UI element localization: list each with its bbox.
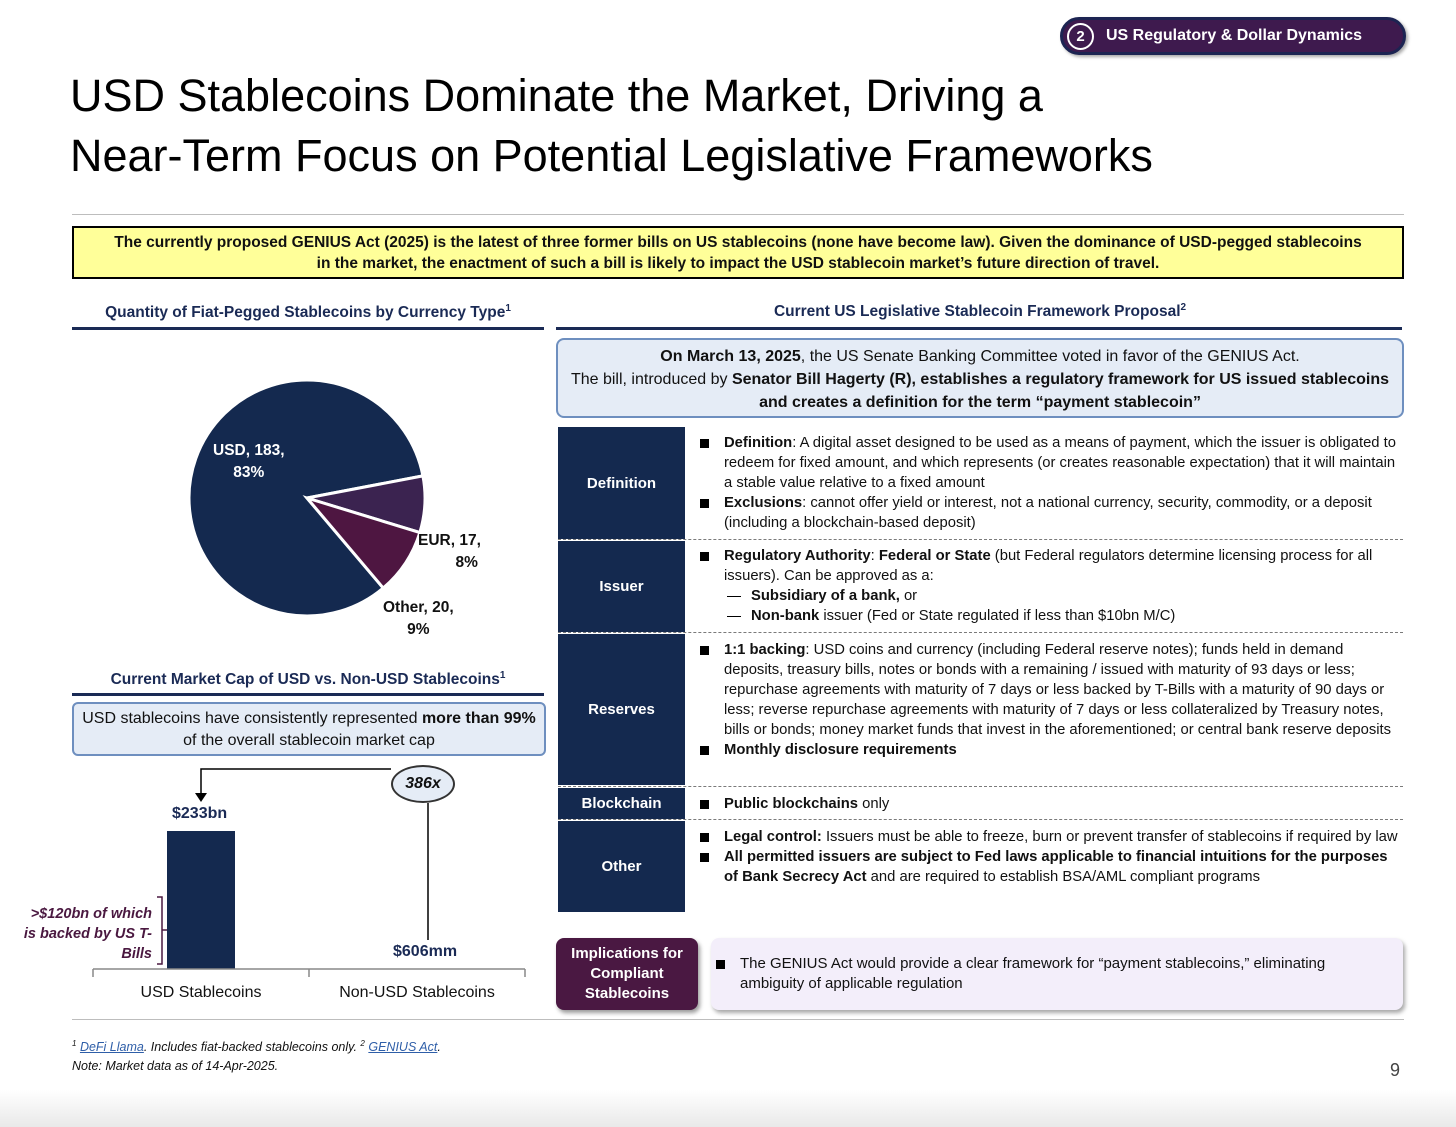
proposal-title-footnote-ref: 2: [1180, 302, 1187, 313]
footnote-end: .: [437, 1040, 441, 1055]
row-header-definition: Definition: [558, 427, 685, 539]
pie-label-other-l2: 9%: [407, 621, 430, 638]
reserves-bullet-2: [697, 740, 1403, 760]
issuer-dash-2-bold: Non-bank: [751, 608, 820, 624]
footnote-ref-1: 1: [72, 1039, 77, 1048]
defi-llama-link[interactable]: DeFi Llama: [79, 1040, 144, 1055]
issuer-bullet-1: [697, 546, 1403, 586]
bar-value-non-usd: $606mm: [393, 943, 458, 960]
bar-category-non-usd: Non-USD Stablecoins: [339, 984, 495, 1001]
definition-bullet-1-text: : A digital asset designed to be used as a means of payment, which the issuer is obligated to redeem for fixed amount, and which represents (or creates reasonable expectation) that it will maintain a stable value relative to a fixed amount: [724, 435, 1396, 491]
mcap-callout-post: of the overall stablecoin market cap: [183, 732, 435, 749]
page-title-line-1: USD Stablecoins Dominate the Market, Driving a: [70, 70, 1043, 121]
blockchain-bullet-1-text: only: [858, 796, 890, 812]
proposal-date: On March 13, 2025: [660, 348, 801, 365]
other-bullet-2-text: and are required to establish BSA/AML compliant programs: [866, 869, 1260, 885]
mcap-title-footnote-ref: 1: [499, 670, 506, 681]
row-header-issuer: Issuer: [558, 541, 685, 632]
footnote-ref-2: 2: [360, 1039, 365, 1048]
other-bullet-2: [697, 847, 1403, 887]
pie-label-usd-l1: USD, 183,: [213, 442, 285, 459]
row-header-other: Other: [558, 821, 685, 912]
row-separator: [558, 819, 1403, 820]
definition-bullet-2: [697, 493, 1403, 533]
proposal-section-title-text: Current US Legislative Stablecoin Framework Proposal: [773, 303, 1181, 321]
multiple-arrowhead: [195, 793, 207, 802]
section-label: US Regulatory & Dollar Dynamics: [1106, 27, 1363, 44]
row-separator: [558, 786, 1403, 787]
proposal-line-1-rest: , the US Senate Banking Committee voted in favor of the GENIUS Act.: [800, 348, 1300, 365]
row-separator: [558, 539, 1403, 540]
implications-header: Implications for Compliant Stablecoins: [556, 938, 698, 1010]
issuer-bullet-1-text: (but Federal regulators determine licensing process for all issuers). Can be approved as a:: [724, 548, 1373, 584]
footnote: [72, 1034, 441, 1076]
row-body-blockchain: [697, 794, 1403, 814]
issuer-bullet-1-bold2: Federal or State: [878, 548, 991, 564]
tbill-bracket: [157, 897, 167, 964]
proposal-callout: [556, 338, 1404, 418]
footer-divider: [72, 1019, 1404, 1020]
multiple-bubble: 386x: [391, 765, 455, 803]
row-body-issuer: [697, 546, 1403, 626]
row-header-blockchain: Blockchain: [558, 788, 685, 819]
blockchain-bullet-1: [697, 794, 1403, 814]
multiple-connector-left: [201, 769, 391, 797]
row-body-reserves: [697, 640, 1403, 760]
definition-bullet-1-bold: Definition: [724, 435, 793, 451]
issuer-dash-1: [697, 586, 1403, 606]
mcap-callout-pre: USD stablecoins have consistently represented: [82, 710, 422, 727]
footnote-sources: [72, 1034, 441, 1057]
row-body-other: [697, 827, 1403, 887]
issuer-dash-1-bold: Subsidiary of a bank,: [751, 588, 900, 604]
other-bullet-1-bold: Legal control:: [724, 829, 822, 845]
issuer-dash-2: [697, 606, 1403, 626]
proposal-section-title: [556, 302, 1404, 321]
bar-usd: [167, 831, 235, 969]
pie-label-eur-l2: 8%: [455, 554, 478, 571]
mcap-callout-bold: more than 99%: [421, 710, 536, 727]
issuer-bullet-1-bold: Regulatory Authority: [724, 548, 871, 564]
section-number: 2: [1067, 23, 1094, 50]
definition-bullet-2-text: : cannot offer yield or interest, not a national currency, security, commodity, or a deposit (including a blockchain-based deposit): [724, 495, 1372, 531]
implications-bullet: The GENIUS Act would provide a clear framework for “payment stablecoins,” eliminating ambiguity of applicable regulation: [713, 954, 1383, 994]
bar-category-usd: USD Stablecoins: [140, 984, 262, 1001]
page-number: 9: [1390, 1060, 1401, 1080]
genius-act-link[interactable]: GENIUS Act: [368, 1040, 438, 1055]
row-body-definition: [697, 433, 1403, 533]
reserves-bullet-1-text: : USD coins and currency (including Federal reserve notes); funds held in demand deposits, treasury bills, notes or bonds with a remaining / issued with maturity of 93 days or less; repurchase agreements with maturity of 7 days or less backed by T-Bills with a maturity of 90 days or less; reverse repurchase agreements with maturity of 7 days or less collateralized by Treasury notes, bills or bonds; money market funds that invest in the aforementioned; or central bank reserve deposits: [724, 642, 1392, 738]
other-bullet-2-bold: All permitted issuers are subject to Fed laws applicable to financial intuitions for the purposes of Bank Secrecy Act: [724, 849, 1388, 885]
summary-line-2: in the market, the enactment of such a bill is likely to impact the USD stablecoin market’s future direction of travel.: [316, 255, 1160, 272]
proposal-line-3: [568, 391, 1392, 414]
proposal-line-2-bold: Senator Bill Hagerty (R), establishes a regulatory framework for US issued stablecoins: [731, 371, 1390, 388]
other-bullet-1: [697, 827, 1403, 847]
issuer-bullet-1-mid: :: [870, 548, 879, 564]
summary-line-1: The currently proposed GENIUS Act (2025) is the latest of three former bills on US stablecoins (none have become law). Given the dominance of USD-pegged stablecoins: [114, 234, 1362, 251]
reserves-bullet-2-bold: Monthly disclosure requirements: [724, 742, 957, 758]
reserves-bullet-1-bold: 1:1 backing: [724, 642, 806, 658]
reserves-bullet-1: [697, 640, 1403, 740]
section-badge: [1060, 17, 1406, 55]
proposal-line-2-pre: The bill, introduced by: [570, 371, 732, 388]
proposal-section-rule: [556, 327, 1402, 330]
pie-label-eur-l1: EUR, 17,: [418, 532, 481, 549]
market-cap-bar-chart: [0, 0, 560, 1010]
tbill-annotation: >$120bn of which is backed by US T-Bills: [23, 906, 152, 962]
issuer-dash-1-text: or: [899, 588, 918, 604]
other-bullet-1-text: Issuers must be able to freeze, burn or prevent transfer of stablecoins if required by law: [821, 829, 1398, 845]
bar-value-usd: $233bn: [172, 805, 228, 822]
proposal-line-1: [568, 345, 1392, 368]
pie-label-other-l1: Other, 20,: [383, 599, 454, 616]
definition-bullet-1: [697, 433, 1403, 493]
proposal-line-2: [568, 368, 1392, 391]
pie-label-usd-l2: 83%: [233, 464, 265, 481]
blockchain-bullet-1-bold: Public blockchains: [724, 796, 859, 812]
bottom-shade: [0, 1090, 1456, 1127]
proposal-line-3-bold: and creates a definition for the term “payment stablecoin”: [759, 394, 1201, 411]
definition-bullet-2-bold: Exclusions: [724, 495, 803, 511]
pie-title-footnote-ref: 1: [505, 303, 511, 314]
issuer-dash-2-text: issuer (Fed or State regulated if less than $10bn M/C): [819, 608, 1176, 624]
row-header-reserves: Reserves: [558, 634, 685, 785]
mcap-section-title-text: Current Market Cap of USD vs. Non-USD Stablecoins: [110, 671, 500, 689]
page-title-line-2: Near-Term Focus on Potential Legislative Frameworks: [70, 130, 1153, 181]
row-separator: [558, 632, 1403, 633]
implications-box: [711, 938, 1403, 1010]
footnote-note: Note: Market data as of 14-Apr-2025.: [72, 1059, 279, 1074]
footnote-mid: . Includes fiat-backed stablecoins only.: [143, 1040, 361, 1055]
pie-section-title-text: Quantity of Fiat-Pegged Stablecoins by Currency Type: [105, 304, 506, 322]
